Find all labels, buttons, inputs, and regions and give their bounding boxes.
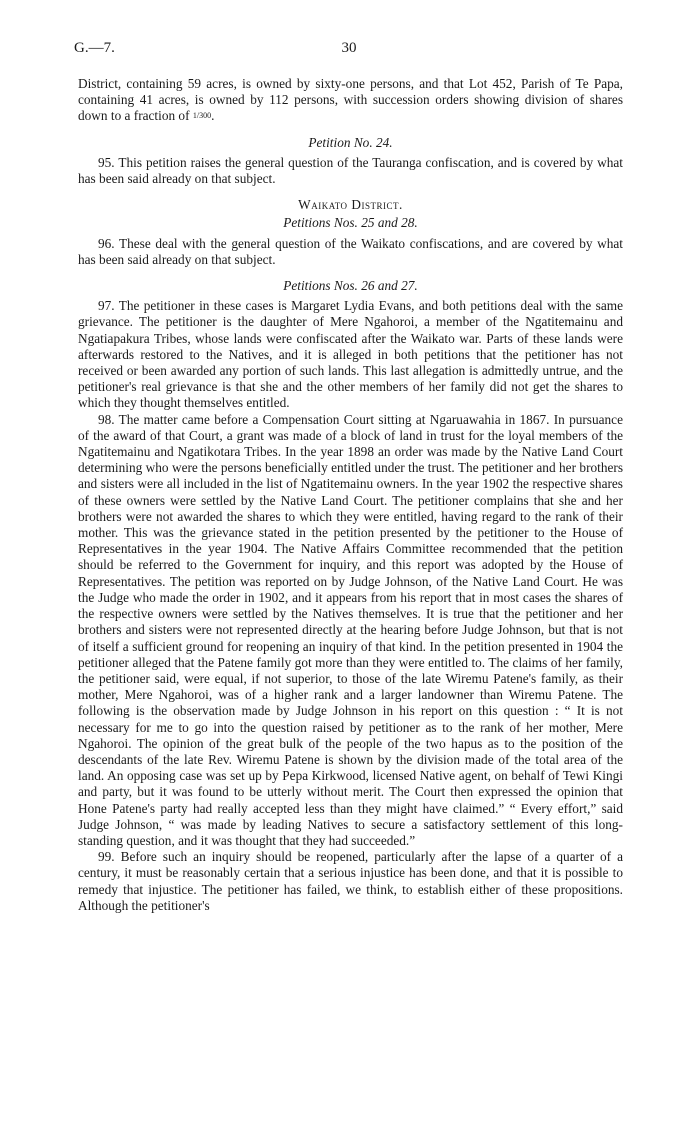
body-text: [78, 76, 623, 914]
paragraph-95: 95. This petition raises the general question of the Tauranga confiscation, and is covered by what has been said already on that subject.: [78, 154, 623, 187]
share-fraction: 1/300: [192, 111, 212, 121]
document-reference: G.—7.: [74, 40, 115, 56]
page-header: [74, 40, 624, 62]
paragraph-continuation-end: .: [211, 108, 215, 124]
paragraph-99: 99. Before such an inquiry should be reopened, particularly after the lapse of a quarter of a century, it must be reasonably certain that a serious injustice has been done, and that it is possible to remedy that injustice. The petitioner has failed, we think, to establish either of these propositions. Although the petitioner's: [78, 849, 623, 913]
paragraph-continuation-text: District, containing 59 acres, is owned by sixty-one persons, and that Lot 452, Parish of Te Papa, containing 41 acres, is owned by 112 persons, with succession orders showing division of shares down to a fraction of: [78, 76, 623, 124]
heading-petition-24: Petition No. 24.: [308, 134, 393, 150]
heading-petitions-25-28: Petitions Nos. 25 and 28.: [283, 215, 418, 231]
heading-petitions-26-27: Petitions Nos. 26 and 27.: [283, 278, 418, 294]
paragraph-98: 98. The matter came before a Compensation Court sitting at Ngaruawahia in 1867. In pursuance of the award of that Court, a grant was made of a block of land in trust for the loyal members of the Ngatitemainu and Ngatikotara Tribes. In the year 1898 an order was made by the Native Land Court determining who were the persons beneficially entitled under the trust. The petitioner and her brothers and sisters were all included in the list of Ngatitemainu owners. In the year 1902 the respective shares of these owners were settled by the Native Land Court. The petitioner complains that she and her brothers were not awarded the shares to which they were entitled, having regard to the rank of their mother. This was the grievance stated in the petition presented by the petitioner to the House of Representatives in the year 1904. The Native Affairs Committee recommended that the petition should be referred to the Government for inquiry, and this report was adopted by the House of Representatives. The petition was reported on by Judge Johnson, of the Native Land Court. He was the Judge who made the order in 1902, and it appears from his report that in most cases the shares of the respective owners were settled by the Natives themselves. It is true that the petitioner and her brothers and sisters were not represented directly at the hearing before Judge Johnson, but that is not of itself a sufficient ground for reopening an inquiry of that kind. In the petition presented in 1904 the petitioner alleged that the Patene family got more than they were entitled to. The claims of her family, the petitioner said, were equal, if not superior, to those of the late Wiremu Patene's family, as their mother, Mere Ngahoroi, was of a higher rank and a larger landowner than Wiremu Patene. The following is the observation made by Judge Johnson in his report on this question : “ It is not necessary for me to go into the question raised by petitioner as to the rank of her mother, Mere Ngahoroi. The opinion of the great bulk of the people of the two hapus as to the position of the descendants of the late Rev. Wiremu Patene is shown by the division made of the total area of the land. An opposing case was set up by Pepa Kirkwood, licensed Native agent, on behalf of Tewi Kingi and party, but it was found to be utterly without merit. The Court then expressed the opinion that Hone Patene's party had really accepted less than they might have claimed.” “ Every effort,” said Judge Johnson, “ was made by leading Natives to secure a satisfactory settlement of this long-standing question, and it was thought that they had succeeded.”: [78, 411, 623, 848]
paragraph-97: 97. The petitioner in these cases is Margaret Lydia Evans, and both petitions deal with the same grievance. The petitioner is the daughter of Mere Ngahoroi, a member of the Ngatitemainu and Ngatiapakura Tribes, whose lands were confiscated after the Waikato war. Parts of these lands were afterwards restored to the Natives, and it is alleged in both petitions that the petitioner has not received or been awarded any portion of such lands. This last allegation is admittedly untrue, and the petitioner's real grievance is that she and the other members of her family did not get the shares to which they thought themselves entitled.: [78, 298, 623, 411]
heading-waikato-district: Waikato District.: [298, 197, 403, 213]
page-number: 30: [341, 40, 357, 56]
paragraph-continuation: [78, 76, 623, 125]
paragraph-96: 96. These deal with the general question of the Waikato confiscations, and are covered by what has been said already on that subject.: [78, 235, 623, 267]
